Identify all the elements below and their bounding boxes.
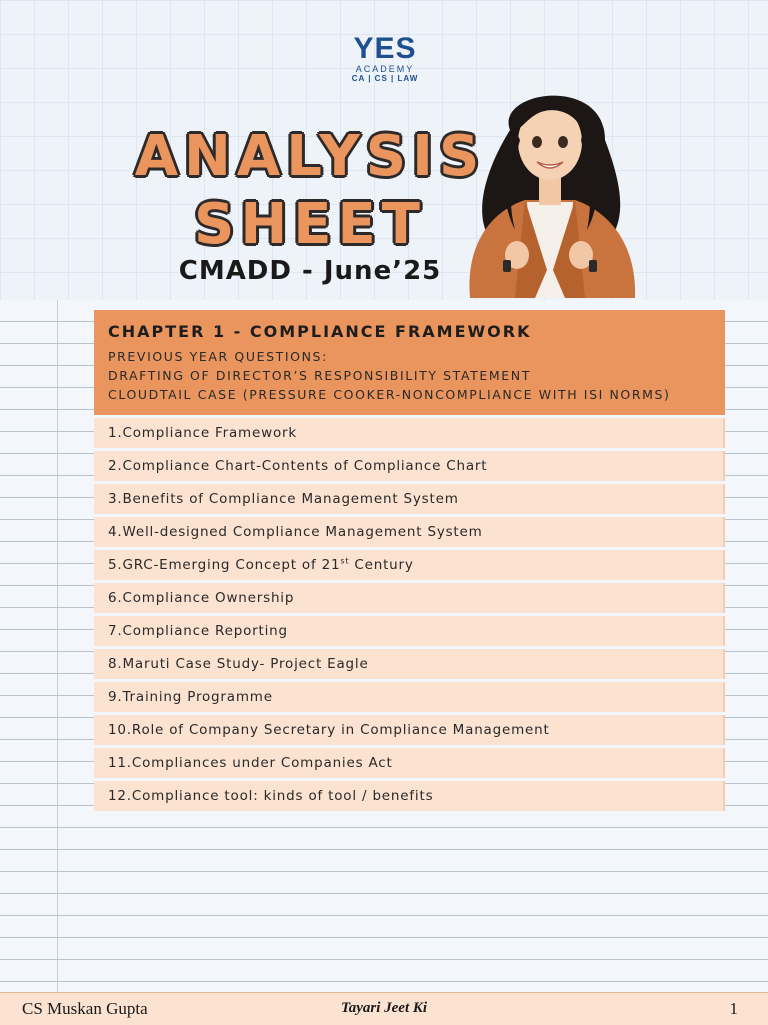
logo-brand: YES [353,32,417,65]
page-number: 1 [729,999,738,1018]
topic-row: 7.Compliance Reporting [94,616,725,646]
topic-row: 8.Maruti Case Study- Project Eagle [94,649,725,679]
topic-superscript: st [340,556,350,566]
topic-row: 12.Compliance tool: kinds of tool / benefits [94,781,725,811]
logo-academy: ACADEMY [355,64,415,74]
page-footer [0,992,768,1025]
teacher-avatar-illustration [455,70,645,298]
topic-row: 6.Compliance Ownership [94,583,725,613]
topic-list [94,418,725,811]
yes-academy-logo [340,34,430,90]
logo-subtitle: CA | CS | LAW [351,74,419,83]
topic-text: 5.GRC-Emerging Concept of 21 [108,557,341,573]
topic-row: 10.Role of Company Secretary in Compliance Management [94,715,725,745]
chapter-title: CHAPTER 1 - COMPLIANCE FRAMEWORK [108,322,532,341]
topic-row: 4.Well-designed Compliance Management System [94,517,725,547]
footer-tagline: Tayari Jeet Ki [340,1000,428,1016]
topic-row: 1.Compliance Framework [94,418,725,448]
topic-row: 11.Compliances under Companies Act [94,748,725,778]
topic-text-suffix: Century [349,557,414,573]
page-subtitle: CMADD - June’25 [178,256,442,286]
margin-line [57,300,58,992]
topic-row: 9.Training Programme [94,682,725,712]
pyq-item: DRAFTING OF DIRECTOR’S RESPONSIBILITY STATEMENT [108,368,531,383]
pyq-item: CLOUDTAIL CASE (PRESSURE COOKER-NONCOMPLIANCE WITH ISI NORMS) [108,387,671,402]
footer-author: CS Muskan Gupta [22,999,148,1018]
chapter-card [94,310,725,814]
pyq-heading: PREVIOUS YEAR QUESTIONS: [108,349,328,364]
topic-row [94,550,725,580]
page-title-line2: SHEET [194,192,426,257]
topic-row: 2.Compliance Chart-Contents of Compliance Chart [94,451,725,481]
chapter-header [94,310,725,415]
page-title-line1: ANALYSIS [134,124,486,189]
topic-row: 3.Benefits of Compliance Management System [94,484,725,514]
